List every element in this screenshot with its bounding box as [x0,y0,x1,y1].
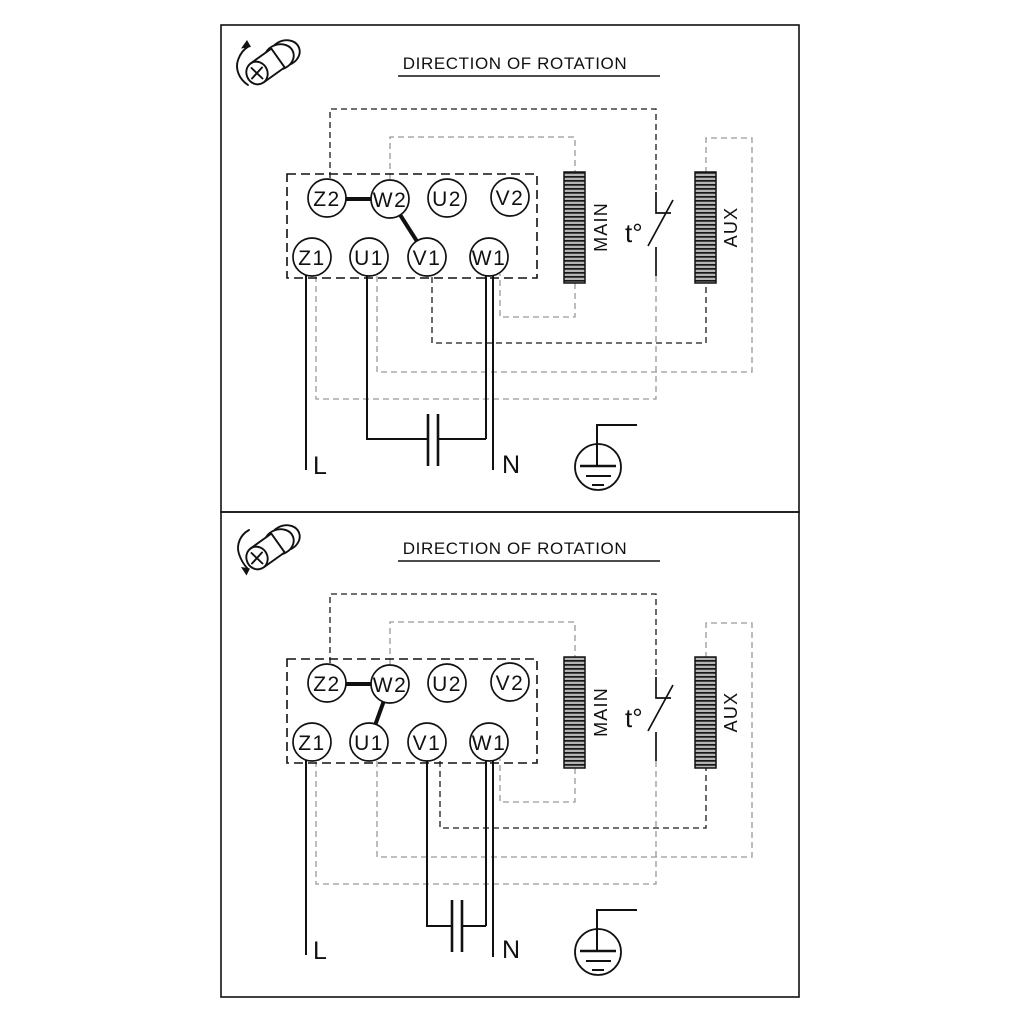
internal-wiring-black [330,109,706,343]
aux-winding-label: AUX [721,206,741,248]
rotation-cw-icon [238,521,303,575]
thermal-switch-label: t° [625,703,643,733]
terminal-z2-label: Z2 [313,188,341,211]
supply-wiring [306,742,493,957]
v1-to-aux-bottom-wire [440,761,706,828]
ground-icon [575,425,637,490]
v1-to-capacitor-wire [427,742,451,926]
terminal-circles [293,663,529,761]
supply-wiring [306,257,493,470]
v1-to-aux-bottom-wire [432,277,706,343]
rotation-arrow [237,46,249,85]
rotation-arrowhead [241,567,250,576]
thermal-switch-icon [648,677,673,761]
w2-to-main-top-wire [390,137,575,199]
rotation-ccw-icon [237,36,303,88]
terminal-circles [293,178,529,276]
capacitor-icon [452,900,462,952]
terminal-z2-label: Z2 [313,673,341,696]
terminal-u2-label: U2 [432,188,462,211]
terminal-w2-label: W2 [372,674,408,697]
panel-title: DIRECTION OF ROTATION [402,539,628,558]
panel-title: DIRECTION OF ROTATION [402,54,628,73]
terminal-v1-label: V1 [412,247,442,270]
w2-to-main-top-wire [390,622,575,684]
ground-lead [597,425,637,466]
main-winding-label: MAIN [591,687,611,737]
line-label: L [313,452,327,480]
aux-winding-label: AUX [721,691,741,733]
main-winding-bar [564,172,585,283]
terminal-v1-label: V1 [412,732,442,755]
capacitor-icon [428,414,438,466]
aux-winding-bar [695,657,716,768]
terminal-w2-label: W2 [372,189,408,212]
terminal-z1-label: Z1 [298,732,326,755]
line-label: L [313,937,327,965]
panel-direction-2 [221,512,799,997]
terminal-w1-label: W1 [471,247,507,270]
ground-lead [597,910,637,951]
u1-to-capacitor-wire [367,257,427,439]
terminal-u2-label: U2 [432,673,462,696]
thermal-switch-icon [648,192,673,276]
rotation-arrowhead [241,40,251,49]
terminal-u1-label: U1 [354,247,384,270]
terminal-u1-label: U1 [354,732,384,755]
panel-direction-1 [221,25,799,512]
aux-winding-bar [695,172,716,283]
main-winding-bar [564,657,585,768]
ground-icon [575,910,637,975]
terminal-v2-label: V2 [495,672,525,695]
main-winding-label: MAIN [591,202,611,252]
neutral-label: N [502,936,521,964]
internal-wiring-black [330,594,706,828]
terminal-v2-label: V2 [495,187,525,210]
terminal-z1-label: Z1 [298,247,326,270]
terminal-w1-label: W1 [471,732,507,755]
neutral-label: N [502,451,521,479]
thermal-switch-label: t° [625,218,643,248]
